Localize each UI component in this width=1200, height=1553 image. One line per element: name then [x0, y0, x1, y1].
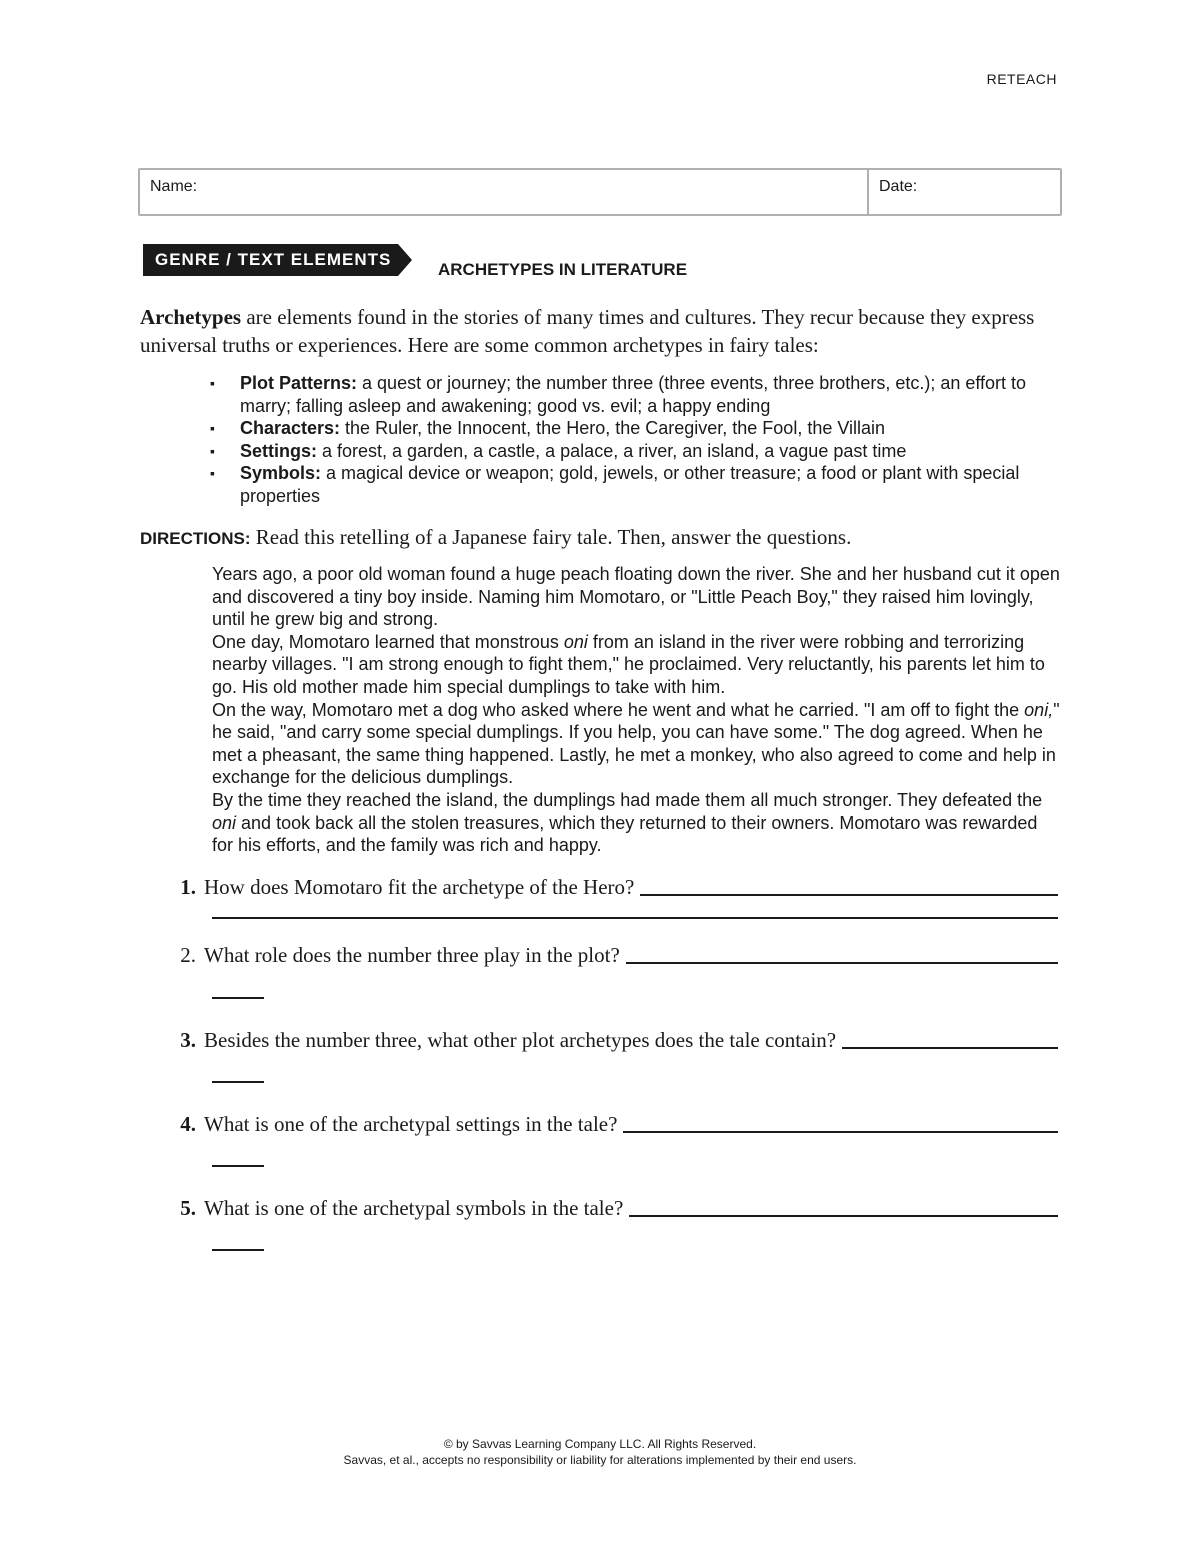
date-field[interactable]	[869, 170, 1060, 214]
bullet-icon: ▪	[210, 375, 215, 391]
question-text: What is one of the archetypal symbols in the tale?	[204, 1196, 624, 1220]
answer-line[interactable]	[842, 1047, 1058, 1049]
list-item-label: Symbols:	[240, 463, 322, 484]
story-paragraph: Years ago, a poor old woman found a huge peach floating down the river. She and her husband cut it open and discovered a tiny boy inside. Naming him Momotaro, or "Little Peach Boy," they raised him lovingly, until he grew big and strong.	[212, 564, 1060, 630]
story-passage	[212, 563, 1062, 857]
name-field[interactable]	[140, 170, 869, 214]
reteach-label: RETEACH	[986, 71, 1057, 87]
story-paragraph: By the time they reached the island, the dumplings had made them all much stronger. They defeated the oni and took back all the stolen treasures, which they returned to their owners. Momotaro was rewarded for his efforts, and the family was rich and happy.	[212, 789, 1043, 856]
intro-text: are elements found in the stories of many times and cultures. They recur because they express universal truths or experiences. Here are some common archetypes in fairy tales:	[140, 305, 1035, 357]
question-5	[140, 1193, 1058, 1221]
question-text: Besides the number three, what other plot archetypes does the tale contain?	[204, 1028, 837, 1052]
answer-line[interactable]	[212, 1081, 264, 1083]
list-item-text: a quest or journey; the number three (three events, three brothers, etc.); an effort to marry; falling asleep and awakening; good vs. evil; a happy ending	[240, 373, 1027, 416]
list-item-label: Settings:	[240, 440, 318, 461]
list-item-label: Characters:	[240, 418, 341, 439]
directions	[140, 523, 1060, 553]
list-item-text: the Ruler, the Innocent, the Hero, the Caregiver, the Fool, the Villain	[340, 418, 886, 439]
question-number: 2.	[180, 943, 196, 967]
story-paragraph: One day, Momotaro learned that monstrous oni from an island in the river were robbing and terrorizing nearby villages. "I am strong enough to fight them," he proclaimed. Very reluctantly, his parents let him to go. His old mother made him special dumplings to take with him.	[212, 631, 1045, 697]
question-text: What is one of the archetypal settings in the tale?	[204, 1112, 618, 1136]
section-title: ARCHETYPES IN LITERATURE	[438, 260, 688, 279]
copyright-footer	[0, 1436, 1200, 1468]
question-4	[140, 1109, 1058, 1137]
list-item	[210, 372, 1060, 417]
list-item	[210, 440, 1060, 463]
answer-line[interactable]	[212, 1165, 264, 1167]
list-item-text: a forest, a garden, a castle, a palace, a river, an island, a vague past time	[317, 440, 907, 461]
disclaimer-line: Savvas, et al., accepts no responsibility or liability for alterations implemented by their end users.	[343, 1453, 857, 1467]
list-item-text: a magical device or weapon; gold, jewels, or other treasure; a food or plant with special properties	[240, 463, 1020, 506]
list-item	[210, 417, 1060, 440]
genre-banner-arrow	[398, 244, 412, 276]
question-number: 5.	[180, 1196, 196, 1220]
question-2	[140, 940, 1058, 968]
bullet-icon: ▪	[210, 465, 215, 482]
story-paragraph: On the way, Momotaro met a dog who asked where he went and what he carried. "I am off to fight the oni," he said, "and carry some special dumplings. If you help, you can have some." The dog agreed. When he met a pheasant, the same thing happened. Lastly, he met a monkey, who also agreed to come and help in exchange for the delicious dumplings.	[212, 699, 1060, 788]
copyright-line: © by Savvas Learning Company LLC. All Rights Reserved.	[443, 1437, 757, 1451]
question-number: 3.	[180, 1028, 196, 1052]
question-number: 1.	[180, 875, 196, 899]
question-3	[140, 1025, 1058, 1053]
question-number: 4.	[180, 1112, 196, 1136]
answer-line[interactable]	[629, 1215, 1058, 1217]
list-item	[210, 462, 1060, 507]
intro-term: Archetypes	[140, 305, 242, 329]
name-date-box	[138, 168, 1062, 216]
name-label: Name:	[150, 178, 198, 195]
answer-line[interactable]	[626, 962, 1058, 964]
answer-line[interactable]	[640, 894, 1058, 896]
list-item-label: Plot Patterns:	[240, 373, 358, 393]
directions-text: Read this retelling of a Japanese fairy tale. Then, answer the questions.	[250, 525, 852, 549]
answer-line[interactable]	[212, 917, 1058, 919]
question-text: What role does the number three play in the plot?	[204, 943, 620, 967]
answer-line[interactable]	[212, 1249, 264, 1251]
genre-banner: GENRE / TEXT ELEMENTS	[143, 244, 398, 276]
answer-line[interactable]	[623, 1131, 1058, 1133]
directions-label: DIRECTIONS:	[140, 529, 251, 548]
intro-paragraph	[140, 303, 1060, 359]
question-1	[140, 872, 1058, 900]
date-label: Date:	[879, 178, 918, 195]
archetype-list	[210, 372, 1060, 508]
question-text: How does Momotaro fit the archetype of the Hero?	[204, 875, 635, 899]
answer-line[interactable]	[212, 997, 264, 999]
bullet-icon: ▪	[210, 442, 215, 459]
bullet-icon: ▪	[210, 420, 215, 437]
